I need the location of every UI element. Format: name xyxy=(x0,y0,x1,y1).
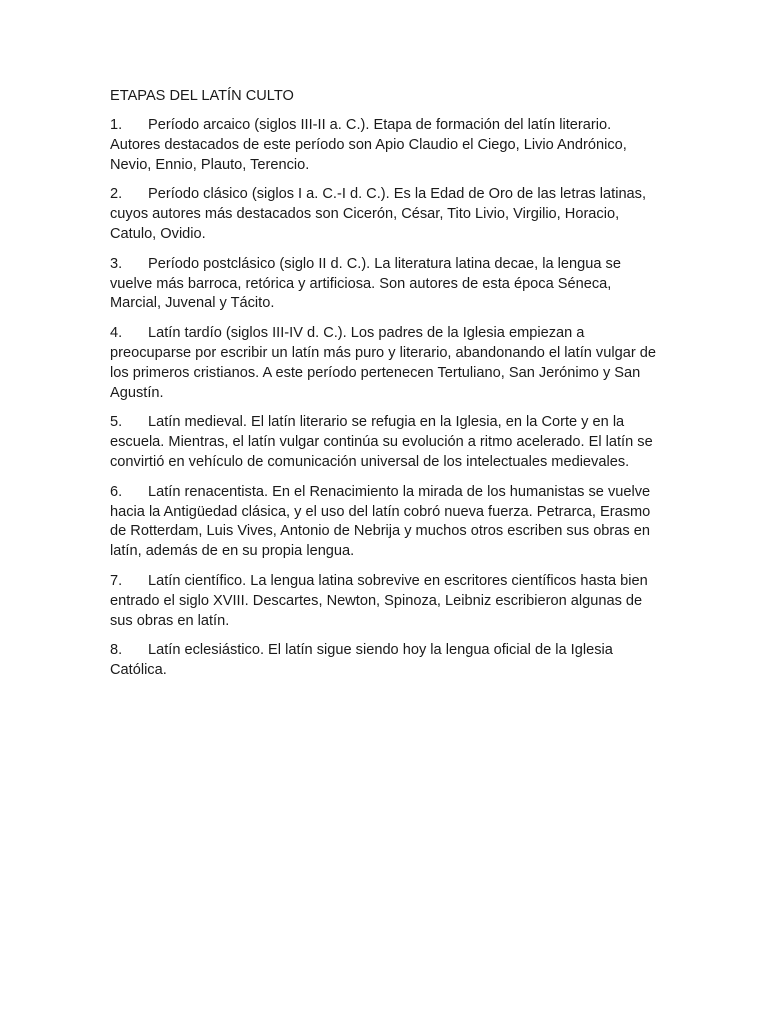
list-item xyxy=(110,572,662,631)
list-item-number: 8. xyxy=(110,642,123,659)
list-item-text: Período postclásico (siglo II d. C.). La literatura latina decae, la lengua se vuelve más barroca, retórica y artificiosa. Son autores de esta época Séneca, Marcial, Juvenal y Tácito. xyxy=(110,255,621,312)
list-item xyxy=(110,413,662,472)
list-item-number: 3. xyxy=(110,255,123,272)
list-item xyxy=(110,185,662,244)
list-item-text: Período clásico (siglos I a. C.-I d. C.). Es la Edad de Oro de las letras latinas, cuyos autores más destacados son Cicerón, César, Tito Livio, Virgilio, Horacio, Catulo, Ovidio. xyxy=(110,186,647,242)
list-item xyxy=(110,483,662,562)
list-item xyxy=(110,641,662,681)
list-item-text: Latín renacentista. En el Renacimiento la mirada de los humanistas se vuelve hacia la Antigüedad clásica, y el uso del latín cobró nueva fuerza. Petrarca, Erasmo de Rotterdam, Luis Vives, Antonio de Nebrija y muchos otros escriben sus obras en latín, además de en su propia lengua. xyxy=(110,483,651,560)
list-item xyxy=(110,116,662,175)
list-item-text: Latín científico. La lengua latina sobrevive en escritores científicos hasta bien entrado el siglo XVIII. Descartes, Newton, Spinoza, Leibniz escribieron algunas de sus obras en latín. xyxy=(110,572,648,629)
list-item-number: 4. xyxy=(110,325,123,342)
list-item-number: 6. xyxy=(110,483,123,500)
list-item-text: Período arcaico (siglos III-II a. C.). Etapa de formación del latín literario. Autores destacados de este período son Apio Claudio el Ciego, Livio Andrónico, Nevio, Ennio, Plauto, Terencio. xyxy=(110,117,627,173)
list-item xyxy=(110,255,662,314)
document-page xyxy=(110,86,662,691)
list-item-number: 7. xyxy=(110,572,123,589)
list-item-number: 5. xyxy=(110,414,123,431)
list-item-text: Latín medieval. El latín literario se refugia en la Iglesia, en la Corte y en la escuela. Mientras, el latín vulgar continúa su evolución a ritmo acelerado. El latín se convirtió en vehículo de comunicación universal de los intelectuales medievales. xyxy=(110,414,653,470)
list-item-text: Latín eclesiástico. El latín sigue siendo hoy la lengua oficial de la Iglesia Católica. xyxy=(110,642,613,679)
list-item-text: Latín tardío (siglos III-IV d. C.). Los padres de la Iglesia empiezan a preocuparse por escribir un latín más puro y literario, abandonando el latín vulgar de los primeros cristianos. A este período pertenecen Tertuliano, San Jerónimo y San Agustín. xyxy=(110,325,656,401)
list-item-number: 2. xyxy=(110,186,123,203)
document-title: ETAPAS DEL LATÍN CULTO xyxy=(110,88,294,104)
list-item xyxy=(110,324,662,403)
list-item-number: 1. xyxy=(110,117,123,133)
